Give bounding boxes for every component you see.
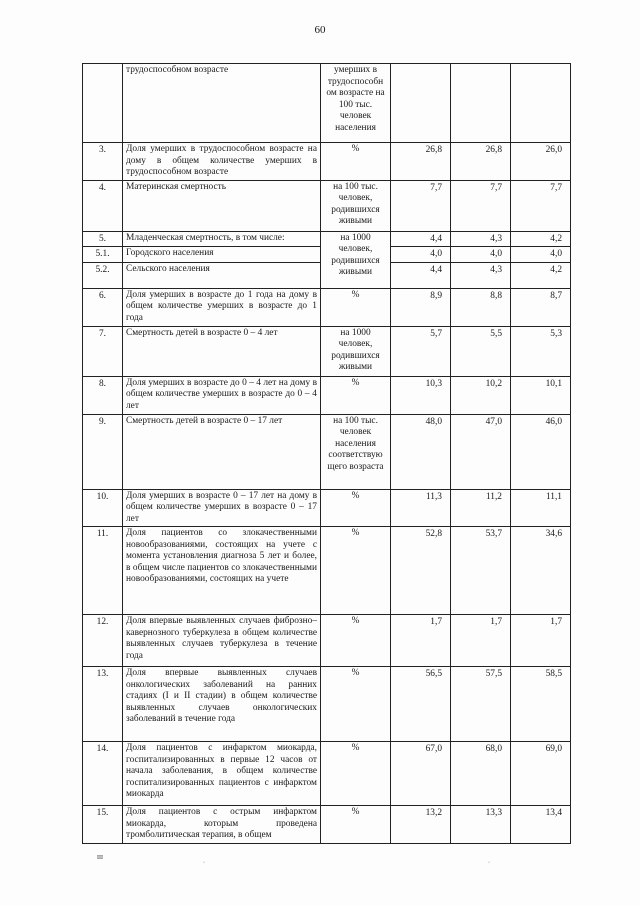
row-number: 15. [83,806,123,844]
row-unit: % [321,489,391,527]
table-row [83,64,571,143]
row-description: Доля умерших в возрасте 0 – 17 лет на дому в общем количестве умерших в возрасте 0 – 17 лет [123,489,321,527]
table-row [83,376,571,414]
row-number: 5. [83,231,123,247]
row-value-2: 10,2 [451,376,511,414]
row-number: 8. [83,376,123,414]
row-description: Материнская смертность [123,180,321,231]
row-description: Младенческая смертность, в том числе: [123,231,321,247]
row-value-3: 13,4 [511,806,571,844]
row-value-2: 57,5 [451,667,511,742]
row-value-3: 4,0 [511,247,571,263]
page-number: 60 [314,24,326,36]
row-value-3: 4,2 [511,231,571,247]
row-unit: на 1000 человек, родившихся живыми [321,231,391,288]
row-number: 13. [83,667,123,742]
table-body [83,64,571,844]
row-unit: % [321,742,391,806]
row-number [83,64,123,143]
row-number: 11. [83,527,123,615]
row-number: 5.2. [83,262,123,288]
row-number: 10. [83,489,123,527]
row-value-3: 4,2 [511,262,571,288]
table-row [83,615,571,667]
table-row [83,489,571,527]
row-value-2: 4,3 [451,262,511,288]
row-description: трудоспособном возрасте [123,64,321,143]
row-value-2: 5,5 [451,326,511,376]
row-number: 3. [83,143,123,181]
scan-dot: · [203,860,205,866]
row-description: Смертность детей в возрасте 0 – 4 лет [123,326,321,376]
row-value-2 [451,64,511,143]
row-value-1: 52,8 [391,527,451,615]
row-value-3: 34,6 [511,527,571,615]
row-value-1: 56,5 [391,667,451,742]
table-row [83,288,571,326]
row-unit: % [321,288,391,326]
indicators-table [82,63,571,844]
row-value-1: 10,3 [391,376,451,414]
row-description: Доля умерших в трудоспособном возрасте на дому в общем количестве умерших в трудоспособном возрасте [123,143,321,181]
row-value-1 [391,64,451,143]
row-value-3: 26,0 [511,143,571,181]
row-value-2: 53,7 [451,527,511,615]
table-row [83,527,571,615]
row-value-3: 11,1 [511,489,571,527]
table-row [83,180,571,231]
row-value-2: 26,8 [451,143,511,181]
row-value-1: 8,9 [391,288,451,326]
row-value-3: 69,0 [511,742,571,806]
row-value-1: 4,4 [391,262,451,288]
row-description: Доля умерших в возрасте до 1 года на дому в общем количестве умерших в возрасте до 1 года [123,288,321,326]
row-value-1: 11,3 [391,489,451,527]
row-value-1: 13,2 [391,806,451,844]
table-row [83,414,571,489]
row-value-1: 1,7 [391,615,451,667]
table-row [83,326,571,376]
row-description: Доля пациентов со злокачественными новообразованиями, состоящих на учете с момента установления диагноза 5 лет и более, в общем числе пациентов со злокачественными новообразованиями, состоящих на учете [123,527,321,615]
row-value-1: 26,8 [391,143,451,181]
row-number: 6. [83,288,123,326]
row-unit: на 1000 человек, родившихся живыми [321,326,391,376]
row-value-3: 8,7 [511,288,571,326]
row-description: Городского населения [123,247,321,263]
row-unit: на 100 тыс. человек, родившихся живыми [321,180,391,231]
row-value-2: 11,2 [451,489,511,527]
table-row [83,143,571,181]
row-unit: на 100 тыс. человек населения соответствую щего возраста [321,414,391,489]
table-row [83,667,571,742]
row-unit: % [321,615,391,667]
row-value-2: 1,7 [451,615,511,667]
row-number: 5.1. [83,247,123,263]
table-row [83,806,571,844]
row-value-3: 58,5 [511,667,571,742]
row-value-1: 48,0 [391,414,451,489]
row-value-3: 7,7 [511,180,571,231]
row-value-3: 46,0 [511,414,571,489]
table-row [83,231,571,247]
footer-mark: ІІІ [97,855,103,861]
row-value-1: 4,4 [391,231,451,247]
row-value-2: 68,0 [451,742,511,806]
row-unit: % [321,667,391,742]
row-value-3: 10,1 [511,376,571,414]
row-value-1: 4,0 [391,247,451,263]
row-value-2: 4,0 [451,247,511,263]
row-description: Доля впервые выявленных случаев онкологических заболеваний на ранних стадиях (I и II стадии) в общем количестве выявленных случаев онкологических заболеваний в течение года [123,667,321,742]
row-value-1: 7,7 [391,180,451,231]
row-description: Доля умерших в возрасте до 0 – 4 лет на дому в общем количестве умерших в возрасте до 0 – 4 лет [123,376,321,414]
row-unit: % [321,376,391,414]
row-value-2: 13,3 [451,806,511,844]
row-number: 4. [83,180,123,231]
row-description: Доля пациентов с острым инфарктом миокарда, которым проведена тромболитическая терапия, в общем [123,806,321,844]
row-number: 14. [83,742,123,806]
row-value-3 [511,64,571,143]
row-value-2: 8,8 [451,288,511,326]
row-value-1: 67,0 [391,742,451,806]
row-value-2: 4,3 [451,231,511,247]
row-unit: умерших в трудоспособн ом возрасте на 100 тыс. человек населения [321,64,391,143]
row-value-3: 1,7 [511,615,571,667]
row-number: 12. [83,615,123,667]
row-value-3: 5,3 [511,326,571,376]
row-unit: % [321,527,391,615]
row-description: Сельского населения [123,262,321,288]
row-description: Доля пациентов с инфарктом миокарда, госпитализированных в первые 12 часов от начала заболевания, в общем количестве госпитализированных пациентов с инфарктом миокарда [123,742,321,806]
row-unit: % [321,143,391,181]
row-number: 9. [83,414,123,489]
row-unit: % [321,806,391,844]
table-row [83,742,571,806]
row-value-2: 47,0 [451,414,511,489]
scan-dot: · [488,860,490,866]
row-value-1: 5,7 [391,326,451,376]
row-description: Смертность детей в возрасте 0 – 17 лет [123,414,321,489]
row-value-2: 7,7 [451,180,511,231]
row-description: Доля впервые выявленных случаев фиброзно–кавернозного туберкулеза в общем количестве выявленных случаев туберкулеза в течение года [123,615,321,667]
row-number: 7. [83,326,123,376]
